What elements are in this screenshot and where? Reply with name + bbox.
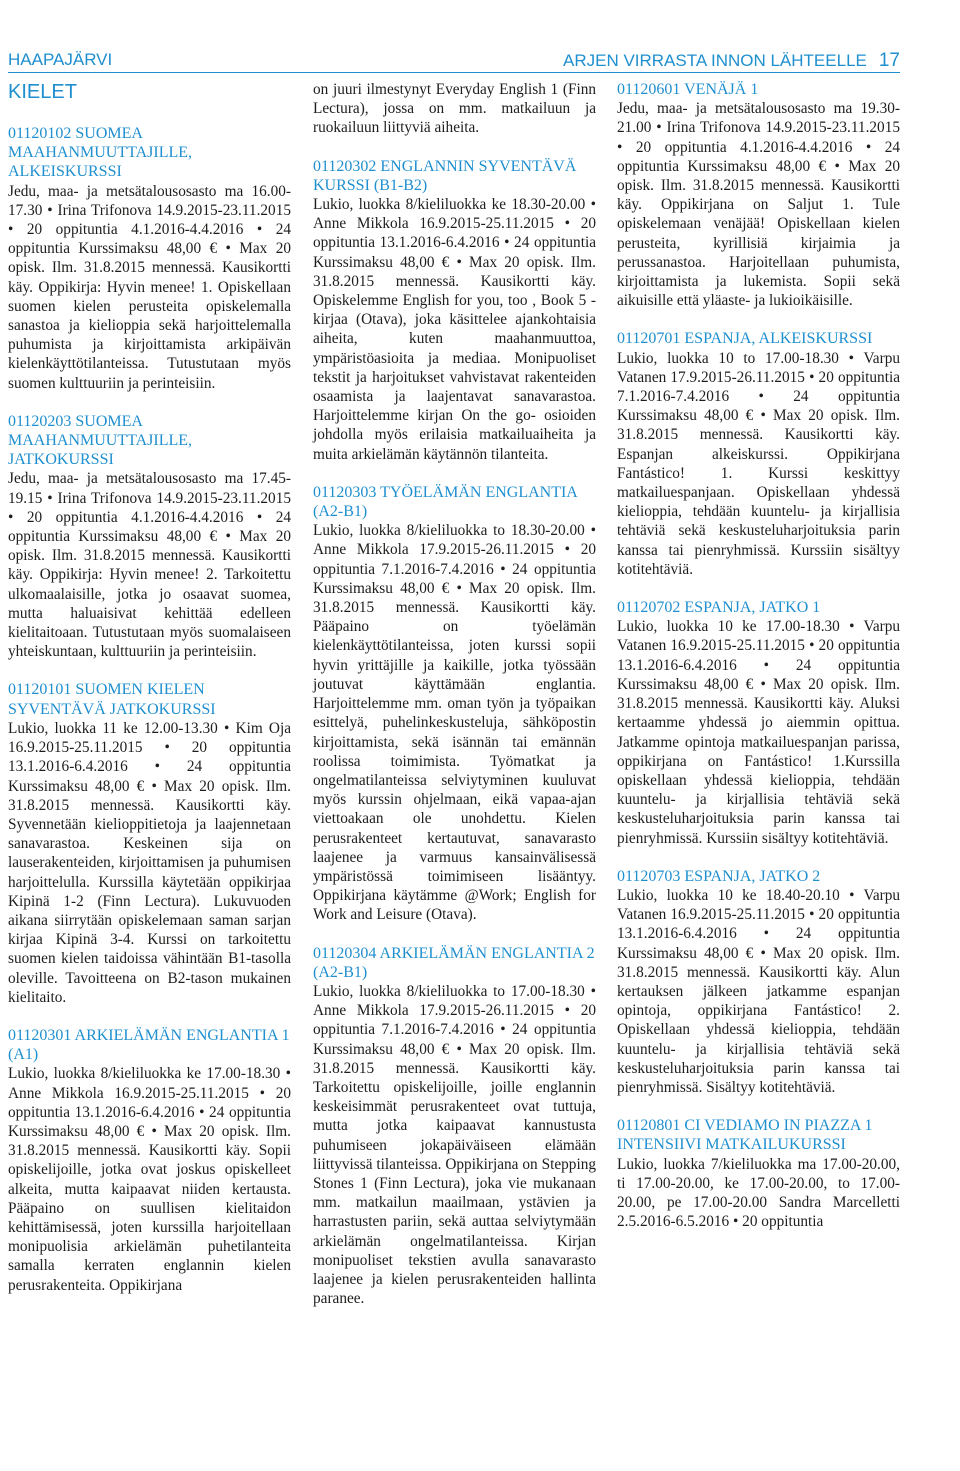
course-body: Lukio, luokka 10 ke 18.40-20.10 • Varpu Vatanen 16.9.2015-25.11.2015 • 20 oppituntia 13.1.2016-6.4.2016 • 24 oppituntia Kurssimaksu 48,00 € • Max 20 opisk. Ilm. 31.8.2015 mennessä. Kausikortti käy. Alun kertauksen jälkeen jatkamme espanjan opintoja, oppikirjana Fantástico! 2. Opiskellaan yhdessä kielioppia, tehdään kuuntelu- ja kirjallisia tehtäviä sekä keskusteluharjoituksia parin kanssa tai pienryhmissä. Sisältyy kotitehtäviä. (617, 886, 900, 1096)
course-title: 01120701 ESPANJA, ALKEISKURSSI (617, 330, 873, 348)
course-title: 01120703 ESPANJA, JATKO 2 (617, 867, 821, 885)
course-entry (8, 680, 291, 1006)
course-title: 01120102 SUOMEA MAAHANMUUTTAJILLE, ALKEISKURSSI (8, 125, 193, 181)
course-title: 01120702 ESPANJA, JATKO 1 (617, 599, 821, 617)
course-body: Lukio, luokka 10 ke 17.00-18.30 • Varpu Vatanen 16.9.2015-25.11.2015 • 20 oppituntia 13.1.2016-6.4.2016 • 24 oppituntia Kurssimaksu 48,00 € • Max 20 opisk. Ilm. 31.8.2015 mennessä. Kausikortti käy. Aluksi kertaamme yhdessä jo aiemmin opittua. Jatkamme opintoja matkailuespanjan parissa, oppikirjana on Fantástico! 1.Kurssilla opiskellaan yhdessä kielioppia, tehdään kuuntelu- ja kirjallisia tehtäviä sekä keskusteluharjoituksia parin kanssa tai pienryhmissä. Kurssiin sisältyy kotitehtäviä. (617, 618, 900, 847)
header-location: HAAPAJÄRVI (8, 50, 113, 69)
course-body: Lukio, luokka 8/kieliluokka ke 17.00-18.30 • Anne Mikkola 16.9.2015-25.11.2015 • 20 oppituntia 13.1.2016-6.4.2016 • 24 oppituntia Kurssimaksu 48,00 € • Max 20 opisk. Ilm. 31.8.2015 mennessä. Kausikortti käy. Sopii opiskelijoille, jotka ovat joskus opiskelleet alkeita, mutta kaipaavat niiden kertausta. Pääpaino on suullisen kielitaidon kehittämisessä, joten kurssilla harjoitellaan monipuolisia arkielämän puhetilanteita samalla kerraten englannin kielen perusrakenteita. Oppikirjana (8, 1065, 291, 1294)
course-title: 01120101 SUOMEN KIELEN SYVENTÄVÄ JATKOKURSSI (8, 681, 216, 718)
course-entry (617, 1116, 900, 1231)
course-entry (313, 944, 596, 1309)
course-body: Lukio, luokka 8/kieliluokka to 17.00-18.30 • Anne Mikkola 17.9.2015-26.11.2015 • 20 oppituntia 7.1.2016-7.4.2016 • 24 oppituntia Kurssimaksu 48,00 € • Max 20 opisk. Ilm. 31.8.2015 mennessä. Kausikortti käy. Tarkoitettu opiskelijoille, joille englannin keskeisimmät perusrakenteet ovat tuttuja, mutta jotka kaipaavat kannustusta puhumiseen jokapäiväiseen elämään liittyvissä tilanteissa. Oppikirjana on Stepping Stones 1 (Finn Lectura), joka vie mukanaan mm. matkailun maailmaan, ystävien ja harrastusten pariin, sekä auttaa selviytymään arkielämän ongelmatilanteissa. Kirjan monipuoliset tekstien avulla sanavarasto laajenee ja kielen perusrakenteiden hallinta paranee. (313, 982, 596, 1308)
course-title: 01120302 ENGLANNIN SYVENTÄVÄ KURSSI (B1-B2) (313, 157, 577, 194)
continued-text: on juuri ilmestynyt Everyday English 1 (Finn Lectura), jossa on mm. matkailuun ja ruokailuun liittyviä aiheita. (313, 81, 596, 137)
course-title: 01120303 TYÖELÄMÄN ENGLANTIA (A2-B1) (313, 483, 577, 521)
header-divider (8, 72, 900, 73)
course-entry (617, 329, 900, 579)
course-entry (617, 598, 900, 848)
course-body: Lukio, luokka 7/kieliluokka ma 17.00-20.00, ti 17.00-20.00, ke 17.00-20.00, to 17.00-20.00, pe 17.00-20.00 Sandra Marcelletti 2.5.2016-6.5.2016 • 20 oppituntia (617, 1155, 900, 1231)
course-body: Lukio, luokka 8/kieliluokka ke 18.30-20.00 • Anne Mikkola 16.9.2015-25.11.2015 • 20 oppituntia 13.1.2016-6.4.2016 • 24 oppituntia Kurssimaksu 48,00 € • Max 20 opisk. Ilm. 31.8.2015 mennessä. Kausikortti käy. Opiskelemme English for you, too , Book 5 -kirjaa (Otava), joka käsittelee ajankohtaisia aiheita, kuten maahanmuuttoa, ympäristöasioita ja mediaa. Monipuoliset tekstit ja harjoitukset vahvistavat rakenteiden osaamista ja laajentavat sanavarastoa. Harjoittelemme kirjan On the go- osioiden johdolla myös erilaisia matkailuaiheita ja muita arkielämän käytännön tilanteita. (313, 196, 596, 463)
course-entry (8, 412, 291, 662)
course-title: 01120801 CI VEDIAMO IN PIAZZA 1 INTENSIIVI MATKAILUKURSSI (617, 1117, 873, 1154)
course-title: 01120304 ARKIELÄMÄN ENGLANTIA 2 (A2-B1) (313, 944, 595, 981)
course-body: Lukio, luokka 10 to 17.00-18.30 • Varpu Vatanen 17.9.2015-26.11.2015 • 20 oppituntia 7.1.2016-7.4.2016 • 24 oppituntia Kurssimaksu 48,00 € • Max 20 opisk. Ilm. 31.8.2015 mennessä. Kausikortti käy. Espanjan alkeiskurssi. Oppikirjana Fantástico! 1. Kurssi keskittyy matkailuespanjaan. Opiskellaan yhdessä kielioppia, tehdään kuuntelu- ja kirjallisia tehtäviä sekä keskusteluharjoituksia parin kanssa tai pienryhmissä. Kurssiin sisältyy kotitehtäviä. (617, 349, 900, 578)
course-title: 01120203 SUOMEA MAAHANMUUTTAJILLE, JATKOKURSSI (8, 412, 193, 469)
course-body: Jedu, maa- ja metsätalousosasto ma 16.00-17.30 • Irina Trifonova 14.9.2015-23.11.2015 • 20 oppituntia 4.1.2016-4.4.2016 • 24 oppituntia Kurssimaksu 48,00 € • Max 20 opisk. Ilm. 31.8.2015 mennessä. Kausikortti käy. Oppikirja: Hyvin menee! 1. Opiskellaan suomen kielen perusteita opiskelemalla sanastoa ja kielioppia sekä harjoittelemalla puhumista ja kirjoittamista arkipäivän kielenkäyttötilanteissa. Tutustutaan myös suomen kulttuuriin ja perinteisiin. (8, 182, 291, 392)
column-2 (313, 80, 596, 1327)
course-entry (617, 80, 900, 310)
header-slogan: ARJEN VIRRASTA INNON LÄHTEELLE (562, 51, 867, 70)
page-number: 17 (878, 50, 900, 71)
course-entry (617, 867, 900, 1097)
section-title: KIELET (8, 81, 77, 103)
course-entry (8, 124, 291, 393)
column-1 (8, 80, 291, 1314)
course-title: 01120301 ARKIELÄMÄN ENGLANTIA 1 (A1) (8, 1026, 290, 1064)
course-entry (313, 483, 596, 925)
course-body: Jedu, maa- ja metsätalousosasto ma 19.30-21.00 • Irina Trifonova 14.9.2015-23.11.2015 • 20 oppituntia 4.1.2016-4.4.2016 • 24 oppituntia Kurssimaksu 48,00 € • Max 20 opisk. Ilm. 31.8.2015 mennessä. Kausikortti käy. Oppikirjana on Saljut 1. Tule opiskelemaan venäjää! Opiskellaan kielen perusteita, kyrillisiä kirjaimia ja perussanastoa. Harjoitellaan puhumista, kirjoittamista ja lukemista. Sopii sekä aikuisille että yläaste- ja lukioikäisille. (617, 100, 900, 310)
column-3 (617, 80, 900, 1250)
course-entry (313, 157, 596, 464)
page-header (8, 0, 900, 74)
course-body: Lukio, luokka 8/kieliluokka to 18.30-20.00 • Anne Mikkola 17.9.2015-26.11.2015 • 20 oppituntia 7.1.2016-7.4.2016 • 24 oppituntia Kurssimaksu 48,00 € • Max 20 opisk. Ilm. 31.8.2015 mennessä. Kausikortti käy. Pääpaino on työelämän kielenkäyttötilanteissa, joten kurssi sopii hyvin yrittäjille ja kaikille, jotka työssään joutuvat käyttämään englantia. Harjoittelemme mm. oman työn ja työpaikan esittelyä, puhelinkeskusteluja, sähköpostin kirjoittamista, sekä isännän tai emännän roolissa toimimista. Työmatkat ja ongelmatilanteissa selviytyminen kuuluvat myös kurssin ohjelmaan, eikä vapaa-ajan viettoakaan ole unohdettu. Kielen perusrakenteet kertautuvat, sanavarasto laajenee ja varmuus kansainvälisessä ympäristössä toimimiseen lisääntyy. Oppikirjana käytämme @Work; English for Work and Leisure (Otava). (313, 522, 596, 924)
course-body: Jedu, maa- ja metsätalousosasto ma 17.45-19.15 • Irina Trifonova 14.9.2015-23.11.2015 • 20 oppituntia 4.1.2016-4.4.2016 • 24 oppituntia Kurssimaksu 48,00 € • Max 20 opisk. Ilm. 31.8.2015 mennessä. Kausikortti käy. Oppikirja: Hyvin menee! 2. Tarkoitettu ulkomaalaisille, jotka jo osaavat suomea, mutta haluaisivat kehittää edelleen kielitaitoaan. Tutustutaan myös suomalaiseen yhteiskuntaan, kulttuuriin ja perinteisiin. (8, 470, 291, 661)
course-title: 01120601 VENÄJÄ 1 (617, 81, 759, 98)
header-slogan-block (563, 50, 900, 72)
course-entry (8, 1026, 291, 1295)
course-body: Lukio, luokka 11 ke 12.00-13.30 • Kim Oja 16.9.2015-25.11.2015 • 20 oppituntia 13.1.2016-6.4.2016 • 24 oppituntia Kurssimaksu 48,00 € • Max 20 opisk. Ilm. 31.8.2015 mennessä. Kausikortti käy. Syvennetään kielioppitietoja ja laajennetaan sanavarastoa. Keskeinen sija on lauserakenteiden, kirjoittamisen ja puhumisen harjoittelulla. Kurssilla käytetään oppikirjaa Kipinä 1-2 (Finn Lectura). Lukuvuoden aikana siirrytään opiskelemaan saman sarjan kirjaa Kipinä 3-4. Kurssi on tarkoitettu suomen kielen taidoissa vähintään B1-tasolla oleville. Tavoitteena on B2-tason mukainen kielitaito. (8, 719, 291, 1006)
